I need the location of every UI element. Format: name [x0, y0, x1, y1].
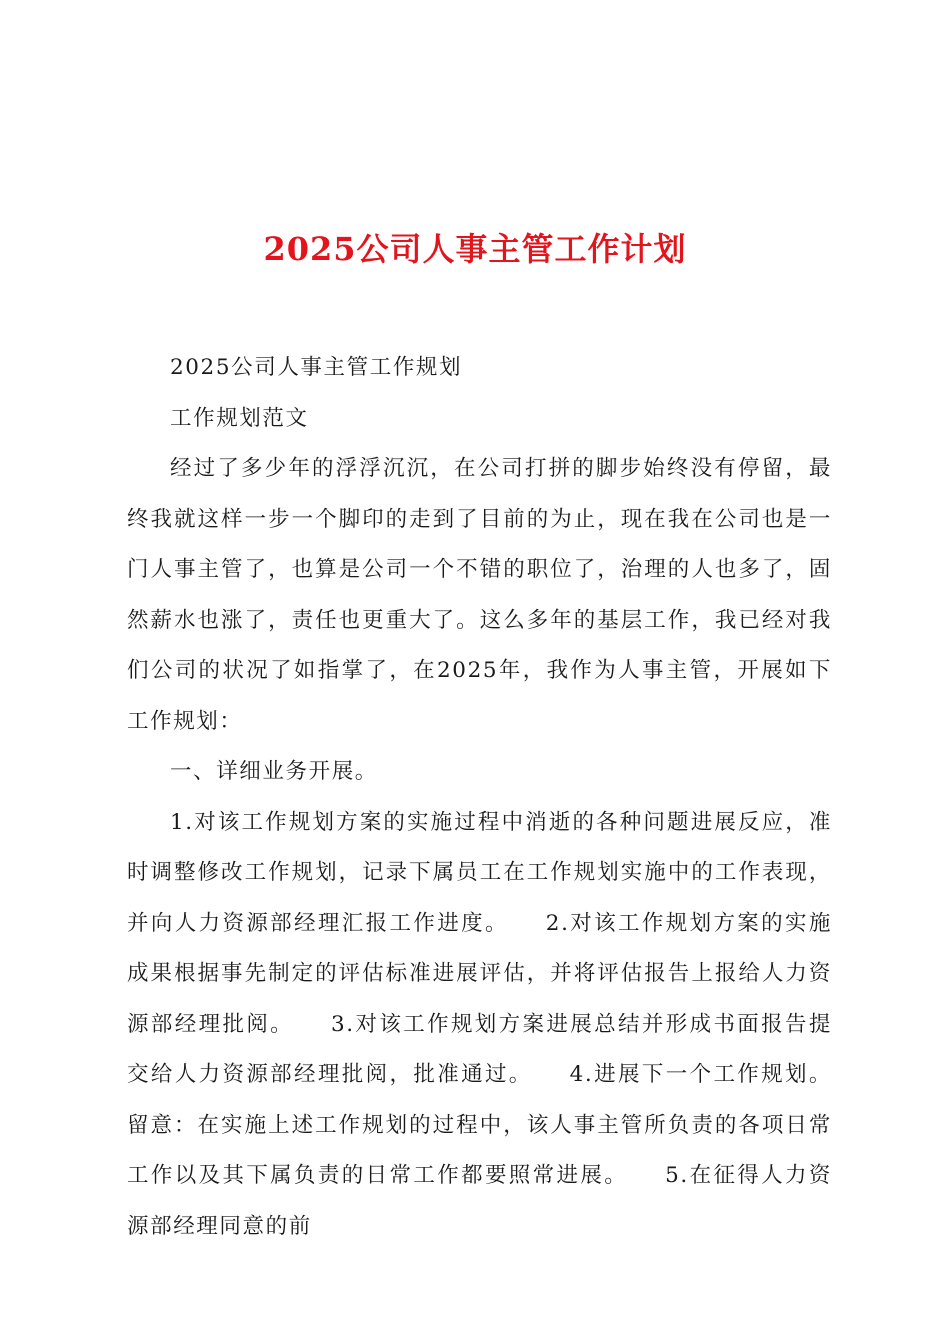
document-body [127, 343, 832, 1252]
document-title: 2025公司人事主管工作计划 [263, 230, 687, 269]
paragraph-heading: 2025公司人事主管工作规划 [170, 355, 463, 380]
paragraph-steps: 1.对该工作规划方案的实施过程中消逝的各种问题进展反应，准时调整修改工作规划，记录下属员工在工作规划实施中的工作表现，并向人力资源部经理汇报工作进度。 2.对该工作规划方案的实施成果根据事先制定的评估标准进展评估，并将评估报告上报给人力资源部经理批阅。 3.对该工作规划方案进展总结并形成书面报告提交给人力资源部经理批阅，批准通过。 4.进展下一个工作规划。留意：在实施上述工作规划的过程中，该人事主管所负责的各项日常工作以及其下属负责的日常工作都要照常进展。 5.在征得人力资源部经理同意的前 [127, 809, 832, 1239]
paragraph-subheading: 工作规划范文 [170, 405, 309, 431]
paragraph-intro: 经过了多少年的浮浮沉沉，在公司打拼的脚步始终没有停留，最终我就这样一步一个脚印的走到了目前的为止，现在我在公司也是一门人事主管了，也算是公司一个不错的职位了，治理的人也多了，固然薪水也涨了，责任也更重大了。这么多年的基层工作，我已经对我们公司的状况了如指掌了，在2025年，我作为人事主管，开展如下工作规划： [127, 456, 832, 734]
paragraph-section-1: 一、详细业务开展。 [170, 759, 378, 784]
